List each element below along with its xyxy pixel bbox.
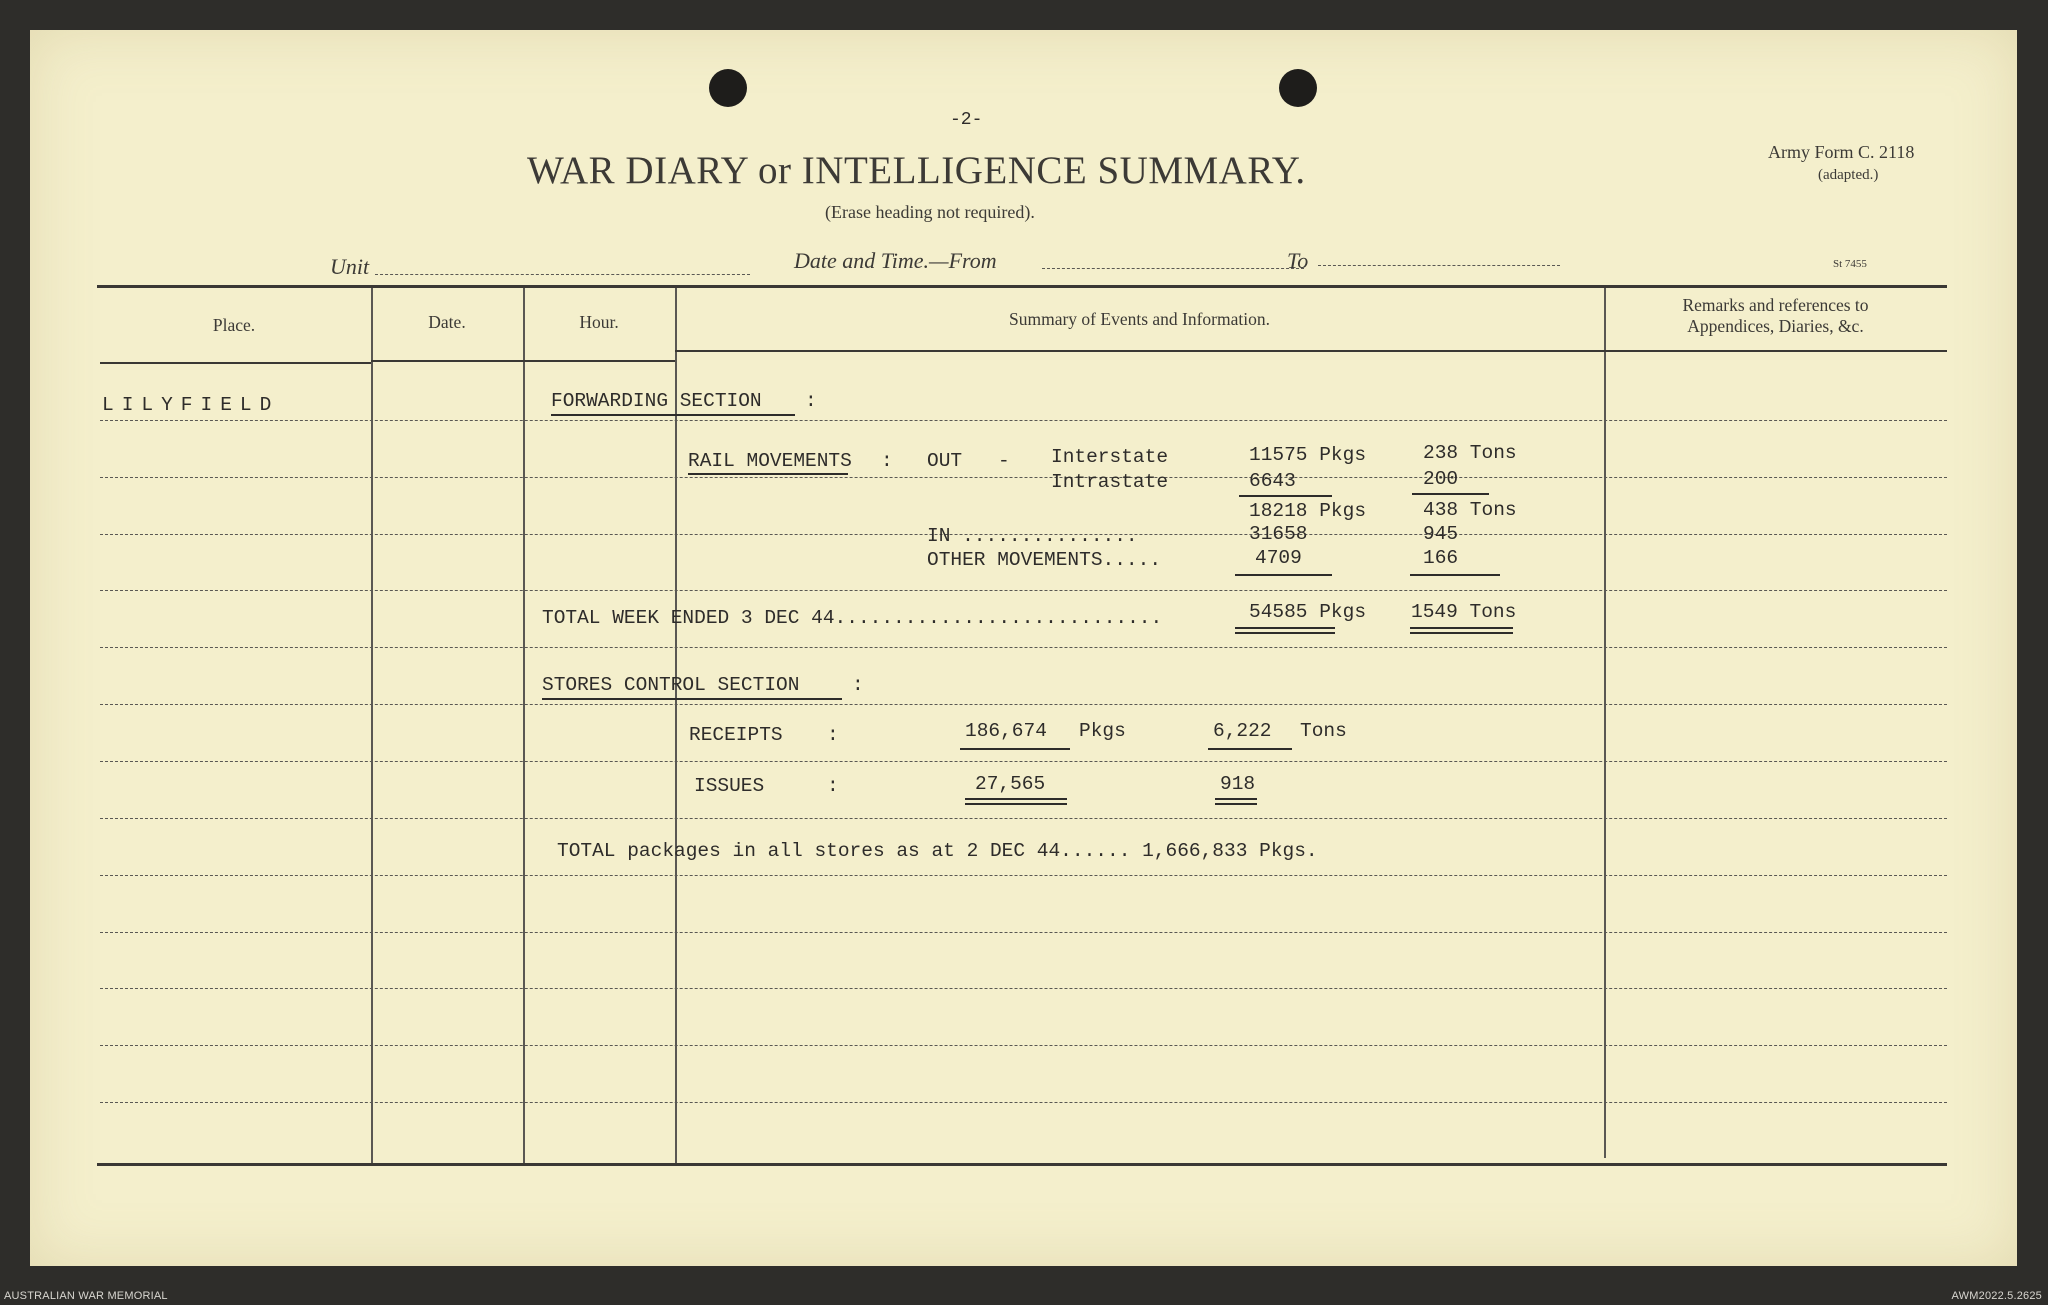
date-time-label: Date and Time.—From bbox=[794, 248, 997, 273]
unit-label: Unit bbox=[330, 254, 370, 279]
forwarding-section-heading: FORWARDING SECTION bbox=[551, 390, 762, 412]
total-week-tons-double-underline bbox=[1410, 627, 1513, 629]
receipts-pkgs: 186,674 bbox=[965, 720, 1047, 742]
total-week-label: TOTAL WEEK ENDED 3 DEC 44............................ bbox=[542, 607, 1163, 629]
ruled-line bbox=[100, 1045, 1947, 1046]
out-dash: - bbox=[998, 450, 1010, 472]
ruled-line bbox=[100, 818, 1947, 819]
receipts-colon: : bbox=[827, 724, 839, 746]
place-entry: LILYFIELD bbox=[102, 394, 280, 416]
date-to-field-line bbox=[1318, 265, 1560, 266]
out-label: OUT bbox=[927, 450, 963, 472]
total-packages-line: TOTAL packages in all stores as at 2 DEC 44...... 1,666,833 Pkgs. bbox=[557, 840, 1318, 862]
page-number: -2- bbox=[950, 110, 983, 130]
header-separator bbox=[675, 350, 1604, 352]
column-header-date: Date. bbox=[428, 312, 466, 332]
stores-colon: : bbox=[852, 674, 864, 696]
ruled-line bbox=[100, 590, 1947, 591]
intrastate-tons-underline bbox=[1412, 493, 1489, 495]
in-pkgs: 31658 bbox=[1249, 523, 1308, 545]
ruled-line bbox=[100, 988, 1947, 989]
stock-number: St 7455 bbox=[1833, 258, 1867, 270]
total-week-pkgs-double-underline bbox=[1235, 627, 1335, 629]
receipts-tons: 6,222 bbox=[1213, 720, 1272, 742]
ruled-line bbox=[100, 761, 1947, 762]
punch-hole-left bbox=[709, 69, 747, 107]
forwarding-colon: : bbox=[805, 390, 817, 412]
rail-colon: : bbox=[881, 450, 893, 472]
intrastate-label: Intrastate bbox=[1051, 471, 1169, 493]
other-movements-label: OTHER MOVEMENTS..... bbox=[927, 549, 1162, 571]
other-tons-underline bbox=[1410, 574, 1500, 576]
issues-colon: : bbox=[827, 775, 839, 797]
punch-hole-right bbox=[1279, 69, 1317, 107]
ruled-line bbox=[100, 704, 1947, 705]
total-week-pkgs: 54585 Pkgs bbox=[1249, 601, 1367, 623]
column-header-hour: Hour. bbox=[579, 312, 619, 332]
footer-accession-number: AWM2022.5.2625 bbox=[1951, 1290, 2042, 1302]
total-week-tons-double-underline bbox=[1410, 632, 1513, 634]
intrastate-pkgs-underline bbox=[1239, 495, 1332, 497]
receipts-pkgs-unit: Pkgs bbox=[1079, 720, 1126, 742]
to-label: To bbox=[1287, 248, 1309, 273]
other-movements-pkgs: 4709 bbox=[1255, 547, 1302, 569]
form-subtitle: (Erase heading not required). bbox=[825, 202, 1035, 222]
receipts-tons-underline bbox=[1208, 748, 1292, 750]
war-diary-page bbox=[30, 30, 2017, 1266]
column-header-remarks: Appendices, Diaries, &c. bbox=[1687, 316, 1864, 336]
interstate-pkgs: 11575 Pkgs bbox=[1249, 444, 1367, 466]
ruled-line bbox=[100, 932, 1947, 933]
receipts-pkgs-underline bbox=[960, 748, 1070, 750]
adapted-note: (adapted.) bbox=[1818, 167, 1879, 183]
issues-tons-double-underline bbox=[1215, 798, 1257, 800]
subtotal-tons: 438 Tons bbox=[1423, 499, 1517, 521]
unit-field-line bbox=[375, 274, 750, 275]
ruled-line bbox=[100, 1102, 1947, 1103]
form-title: WAR DIARY or INTELLIGENCE SUMMARY. bbox=[527, 149, 1306, 192]
subtotal-pkgs: 18218 Pkgs bbox=[1249, 500, 1367, 522]
column-header-summary: Summary of Events and Information. bbox=[1009, 309, 1270, 329]
table-top-rule bbox=[97, 285, 1947, 288]
header-separator bbox=[371, 360, 675, 362]
date-from-field-line bbox=[1042, 268, 1304, 269]
total-week-tons: 1549 Tons bbox=[1411, 601, 1517, 623]
issues-pkgs-double-underline bbox=[965, 803, 1067, 805]
issues-tons-double-underline bbox=[1215, 803, 1257, 805]
column-header-place: Place. bbox=[212, 315, 256, 335]
column-header-remarks: Remarks and references to bbox=[1682, 295, 1869, 315]
receipts-tons-unit: Tons bbox=[1300, 720, 1347, 742]
footer-credit: AUSTRALIAN WAR MEMORIAL bbox=[4, 1290, 168, 1302]
in-tons: 945 bbox=[1423, 523, 1459, 545]
stores-heading-underline bbox=[542, 698, 842, 700]
header-separator bbox=[1604, 350, 1947, 352]
ruled-line bbox=[100, 875, 1947, 876]
issues-pkgs-double-underline bbox=[965, 798, 1067, 800]
ruled-line bbox=[100, 420, 1947, 421]
ruled-line bbox=[100, 647, 1947, 648]
forwarding-heading-underline bbox=[551, 414, 795, 416]
army-form-number: Army Form C. 2118 bbox=[1768, 142, 1915, 162]
stores-control-heading: STORES CONTROL SECTION bbox=[542, 674, 800, 696]
ruled-line bbox=[100, 477, 1947, 478]
interstate-tons: 238 Tons bbox=[1423, 442, 1517, 464]
issues-tons: 918 bbox=[1220, 773, 1256, 795]
rail-movements-underline bbox=[688, 473, 848, 475]
in-label: IN ............... bbox=[927, 525, 1138, 547]
header-separator bbox=[100, 362, 371, 364]
issues-label: ISSUES bbox=[694, 775, 765, 797]
total-week-pkgs-double-underline bbox=[1235, 632, 1335, 634]
column-divider bbox=[1604, 288, 1606, 1158]
rail-movements-label: RAIL MOVEMENTS bbox=[688, 450, 852, 472]
table-bottom-rule bbox=[97, 1163, 1947, 1166]
interstate-label: Interstate bbox=[1051, 446, 1169, 468]
intrastate-pkgs: 6643 bbox=[1249, 470, 1296, 492]
receipts-label: RECEIPTS bbox=[689, 724, 783, 746]
issues-pkgs: 27,565 bbox=[975, 773, 1046, 795]
other-movements-tons: 166 bbox=[1423, 547, 1459, 569]
intrastate-tons: 200 bbox=[1423, 468, 1459, 490]
other-pkgs-underline bbox=[1235, 574, 1332, 576]
